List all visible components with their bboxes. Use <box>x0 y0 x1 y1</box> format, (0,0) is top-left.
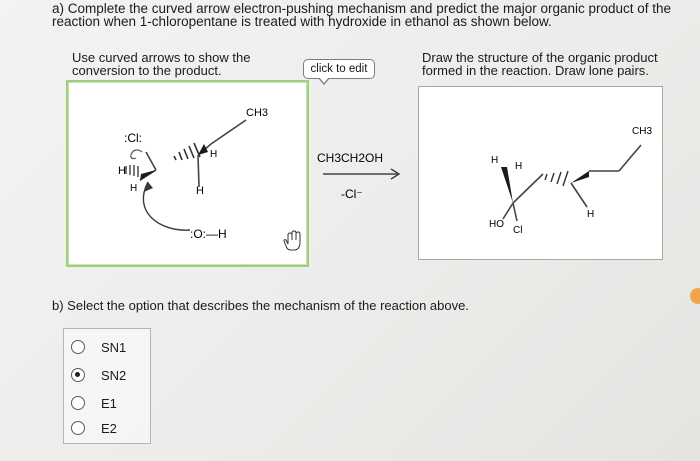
bond-c-cl <box>513 203 517 221</box>
product-structure <box>419 87 662 259</box>
hashed-wedge <box>174 143 200 160</box>
product-ho-label: HO <box>489 219 504 230</box>
ch3-label: CH3 <box>246 107 269 119</box>
product-drawing-panel[interactable] <box>418 86 663 260</box>
radio-e1[interactable] <box>71 396 85 410</box>
hydroxide-label: :O:—H <box>190 227 227 241</box>
option-e1[interactable] <box>71 394 149 414</box>
h-left2-label: H <box>130 183 138 194</box>
option-e2[interactable] <box>71 419 149 439</box>
question-b-text: b) Select the option that describes the mechanism of the reaction above. <box>52 298 469 313</box>
bond-ch3-product <box>619 145 641 171</box>
instructions-right: Draw the structure of the organic product formed in the reaction. Draw lone pairs. <box>422 50 658 78</box>
solid-wedge-top <box>198 144 208 155</box>
instructions-left: Use curved arrows to show the conversion to the product. <box>72 50 251 78</box>
solid-wedge-product <box>501 167 513 203</box>
hand-cursor-icon <box>284 231 300 250</box>
option-sn2[interactable] <box>71 366 149 386</box>
byproduct-label: -Cl⁻ <box>341 187 363 201</box>
h-bottom-label: H <box>196 185 204 197</box>
product-h1-label: H <box>491 155 499 166</box>
option-e1-label: E1 <box>101 396 117 411</box>
mechanism-options <box>63 328 151 444</box>
option-sn1[interactable] <box>71 338 149 358</box>
edge-indicator <box>690 288 700 304</box>
hashed-wedge-product <box>545 171 568 186</box>
hashed-wedge-left <box>126 165 138 177</box>
mechanism-structure <box>68 82 307 265</box>
bond-c-cl <box>146 152 156 170</box>
mechanism-drawing-panel[interactable] <box>66 80 309 267</box>
product-cl-label: Cl <box>513 225 523 236</box>
cl-arrow <box>131 150 142 159</box>
bond-c-o <box>513 174 543 203</box>
solid-wedge-product2 <box>571 171 589 183</box>
option-sn2-label: SN2 <box>101 368 127 383</box>
bond-ch3 <box>211 120 246 144</box>
radio-e2[interactable] <box>71 421 85 435</box>
bond-h-down <box>198 155 199 187</box>
option-e2-label: E2 <box>101 421 117 436</box>
radio-sn2-selected[interactable] <box>71 368 85 382</box>
product-h2-label: H <box>515 161 523 172</box>
h-left-label: H <box>118 165 126 177</box>
radio-sn1[interactable] <box>71 340 85 354</box>
solvent-label: CH3CH2OH <box>317 151 384 165</box>
click-to-edit-button[interactable]: click to edit <box>303 59 375 79</box>
option-sn1-label: SN1 <box>101 340 127 355</box>
bond-o <box>503 203 513 219</box>
bond-h-product <box>571 183 587 207</box>
reaction-conditions <box>311 130 416 220</box>
product-ch3-label: CH3 <box>632 126 653 137</box>
question-a-text: a) Complete the curved arrow electron-pushing mechanism and predict the major organic product of the reaction when 1-chloropentane is treated with hydroxide in ethanol as shown below. <box>52 1 672 29</box>
product-h3-label: H <box>587 209 595 220</box>
h-top-label: H <box>210 149 218 160</box>
curved-arrow[interactable] <box>143 182 190 230</box>
cl-label: :Cl: <box>124 131 142 145</box>
